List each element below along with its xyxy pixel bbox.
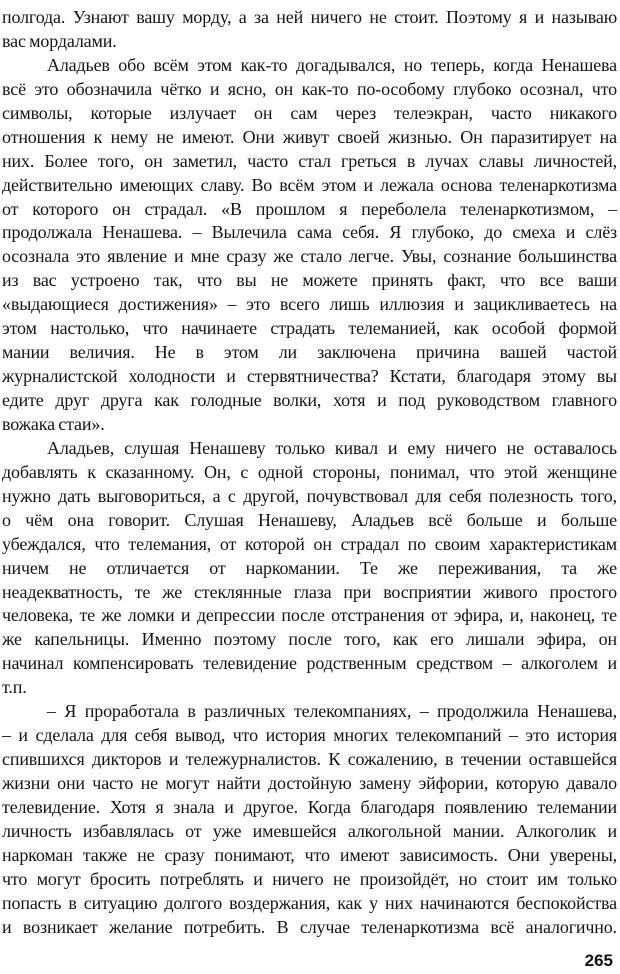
text-line: действительно имеющих славу. Во всём этом и лежала основа теленаркотизма	[2, 174, 617, 195]
text-line: добавлять к сказанному. Он, с одной стороны, понимал, что этой женщине	[2, 461, 617, 482]
text-line: наркоман также не сразу понимают, что имеют зависимость. Они уверены,	[2, 844, 617, 865]
text-line: нужно дать выговориться, а с другой, почувствовал для себя полезность того,	[2, 485, 617, 506]
text-block	[2, 6, 617, 940]
text-line: спившихся дикторов и тележурналистов. К сожалению, в течении оставшейся	[2, 749, 617, 770]
text-line: жизни они часто не могут найти достойную замену эйфории, которую давало	[2, 773, 617, 793]
text-line: человека, те же ломки и депрессии после отстранения от эфира, и, наконец, те	[2, 605, 617, 626]
text-line: и возникает желание потребить. В случае теленаркотизма всё аналогично.	[2, 916, 617, 937]
text-line: продолжала Ненашева. – Вылечила сама себя. Я глубоко, до смеха и слёз	[2, 222, 617, 243]
text-line: – и сделала для себя вывод, что история многих телекомпаний – это история	[2, 725, 617, 746]
text-line: вас мордалами.	[2, 30, 117, 51]
text-line: мании величия. Не в этом ли заключена причина вашей частой	[2, 342, 617, 363]
page-number: 265	[584, 951, 613, 970]
text-line: ничем не отличается от наркомании. Те же переживания, та же	[2, 557, 617, 578]
text-line: начинал компенсировать телевидение родственным средством – алкоголем и	[2, 653, 617, 674]
text-line: Аладьев, слушая Ненашеву только кивал и ему ничего не оставалось	[47, 437, 617, 458]
text-line: журналистской холодности и стервятничества? Кстати, благодаря этому вы	[2, 366, 617, 387]
text-line: личность избавлялась от уже имевшейся алкогольной мании. Алкоголик и	[2, 820, 617, 841]
text-line: символы, которые излучает он сам через телеэкран, часто никакого	[2, 102, 617, 123]
text-line: попасть в ситуацию долгого воздержания, как у них начинаются беспокойства	[2, 892, 617, 913]
text-line: т.п.	[2, 677, 27, 698]
text-line: из вас устроено так, что вы не можете принять факт, что все ваши	[2, 270, 617, 291]
text-line: убеждался, что телемания, от которой он страдал по своим характеристикам	[2, 533, 617, 554]
text-line: вожака стаи».	[2, 413, 105, 434]
text-line: отношения к нему не имеют. Они живут своей жизнью. Он паразитирует на	[2, 126, 617, 147]
text-line: что могут бросить потреблять и ничего не произойдёт, но стоит им только	[2, 868, 617, 889]
text-line: – Я проработала в различных телекомпаниях, – продолжила Ненашева,	[47, 701, 617, 722]
text-line: же капельницы. Именно поэтому после того, как его лишали эфира, он	[2, 629, 617, 650]
text-line: них. Более того, он заметил, часто стал греться в лучах славы личностей,	[2, 150, 617, 171]
text-line: «выдающиеся достижения» – это всего лишь иллюзия и зацикливаетесь на	[2, 294, 617, 315]
text-line: Аладьев обо всём этом как-то догадывался, но теперь, когда Ненашева	[47, 54, 617, 75]
text-line: осознала это явление и мне сразу же стало легче. Увы, сознание большинства	[2, 246, 617, 267]
text-line: едите друг друга как голодные волки, хотя и под руководством главного	[2, 390, 617, 410]
text-line: о чём она говорит. Слушая Ненашеву, Аладьев всё больше и больше	[2, 509, 617, 530]
text-line: полгода. Узнают вашу морду, а за ней ничего не стоит. Поэтому я и называю	[2, 7, 617, 27]
text-line: этом настолько, что начинаете страдать телеманией, как особой формой	[2, 318, 617, 339]
text-line: телевидение. Хотя я знала и другое. Когда благодаря появлению телемании	[2, 796, 617, 817]
text-line: от которого он страдал. «В прошлом я переболела теленаркотизмом, –	[2, 198, 617, 219]
text-line: всё это обозначила чётко и ясно, он как-то по-особому глубоко осознал, что	[2, 78, 617, 99]
text-line: неадекватность, те же стеклянные глаза при восприятии живого простого	[2, 581, 617, 602]
